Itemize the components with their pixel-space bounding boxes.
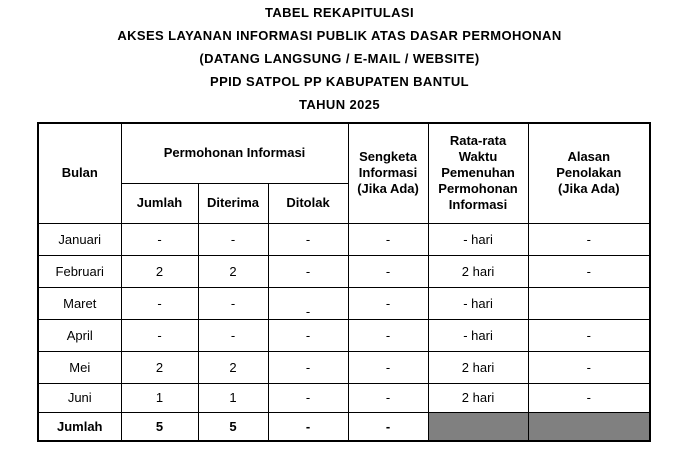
report-title-line-1: TABEL REKAPITULASI xyxy=(264,5,414,20)
header-ditolak: Ditolak xyxy=(268,183,348,223)
table-row-maret xyxy=(38,287,650,319)
diterima-cell: - xyxy=(198,287,268,319)
header-bulan: Bulan xyxy=(38,123,121,223)
header-line: Sengketa xyxy=(359,149,417,165)
header-diterima: Diterima xyxy=(198,183,268,223)
header-line: (Jika Ada) xyxy=(557,181,620,197)
report-title-line-2: AKSES LAYANAN INFORMASI PUBLIK ATAS DASAR PERMOHONAN xyxy=(117,28,562,43)
alasan-cell xyxy=(528,287,650,319)
jumlah-cell: 2 xyxy=(121,255,198,287)
table-row-april xyxy=(38,319,650,351)
header-line: Informasi xyxy=(448,197,508,213)
header-line: Informasi xyxy=(358,165,418,181)
table-row-mei xyxy=(38,351,650,383)
alasan-cell: - xyxy=(528,319,650,351)
diterima-cell: 1 xyxy=(198,383,268,412)
jumlah-cell: 2 xyxy=(121,351,198,383)
header-permohonan-informasi: Permohonan Informasi xyxy=(121,123,348,183)
rata-cell: 2 hari xyxy=(428,255,528,287)
report-title-line-4: PPID SATPOL PP KABUPATEN BANTUL xyxy=(210,74,469,89)
alasan-cell: - xyxy=(528,223,650,255)
header-jumlah: Jumlah xyxy=(121,183,198,223)
report-title-line-3: (DATANG LANGSUNG / E-MAIL / WEBSITE) xyxy=(199,51,480,66)
ditolak-cell: - xyxy=(268,351,348,383)
table-row-februari xyxy=(38,255,650,287)
ditolak-cell: - xyxy=(268,223,348,255)
report-title-block xyxy=(0,1,679,116)
month-cell: Maret xyxy=(38,287,121,319)
total-sengketa-cell: - xyxy=(348,412,428,441)
sengketa-cell: - xyxy=(348,255,428,287)
header-line: Waktu xyxy=(458,149,498,165)
ditolak-cell: - xyxy=(268,255,348,287)
diterima-cell: 2 xyxy=(198,255,268,287)
header-row-top xyxy=(38,123,650,183)
header-line: (Jika Ada) xyxy=(357,181,419,197)
table-row-januari xyxy=(38,223,650,255)
month-cell: Juni xyxy=(38,383,121,412)
table-row-juni xyxy=(38,383,650,412)
month-cell: Februari xyxy=(38,255,121,287)
diterima-cell: - xyxy=(198,223,268,255)
month-cell: Januari xyxy=(38,223,121,255)
sengketa-cell: - xyxy=(348,319,428,351)
total-ditolak-cell: - xyxy=(268,412,348,441)
header-line: Rata-rata xyxy=(449,133,507,149)
header-alasan-penolakan xyxy=(528,123,650,223)
jumlah-cell: - xyxy=(121,287,198,319)
alasan-cell: - xyxy=(528,255,650,287)
ditolak-cell: - xyxy=(268,383,348,412)
total-rata-shaded-cell xyxy=(428,412,528,441)
month-cell: April xyxy=(38,319,121,351)
jumlah-cell: 1 xyxy=(121,383,198,412)
rata-cell: - hari xyxy=(428,223,528,255)
sengketa-cell: - xyxy=(348,287,428,319)
header-line: Penolakan xyxy=(556,165,622,181)
table-row-total xyxy=(38,412,650,441)
header-line: Permohonan xyxy=(438,181,518,197)
diterima-cell: - xyxy=(198,319,268,351)
header-line: Alasan xyxy=(567,149,611,165)
alasan-cell: - xyxy=(528,351,650,383)
rata-cell: 2 hari xyxy=(428,383,528,412)
sengketa-cell: - xyxy=(348,351,428,383)
total-alasan-shaded-cell xyxy=(528,412,650,441)
header-rata-rata-waktu xyxy=(428,123,528,223)
rata-cell: - hari xyxy=(428,287,528,319)
sengketa-cell: - xyxy=(348,223,428,255)
rata-cell: 2 hari xyxy=(428,351,528,383)
jumlah-cell: - xyxy=(121,319,198,351)
header-line: Pemenuhan xyxy=(441,165,515,181)
ditolak-cell: - xyxy=(268,287,348,319)
diterima-cell: 2 xyxy=(198,351,268,383)
ditolak-cell: - xyxy=(268,319,348,351)
alasan-cell: - xyxy=(528,383,650,412)
month-cell: Mei xyxy=(38,351,121,383)
total-label-cell: Jumlah xyxy=(38,412,121,441)
jumlah-cell: - xyxy=(121,223,198,255)
recap-table xyxy=(37,122,651,442)
rata-cell: - hari xyxy=(428,319,528,351)
report-title-line-5: TAHUN 2025 xyxy=(298,97,381,112)
sengketa-cell: - xyxy=(348,383,428,412)
total-diterima-cell: 5 xyxy=(198,412,268,441)
total-jumlah-cell: 5 xyxy=(121,412,198,441)
header-sengketa-informasi xyxy=(348,123,428,223)
